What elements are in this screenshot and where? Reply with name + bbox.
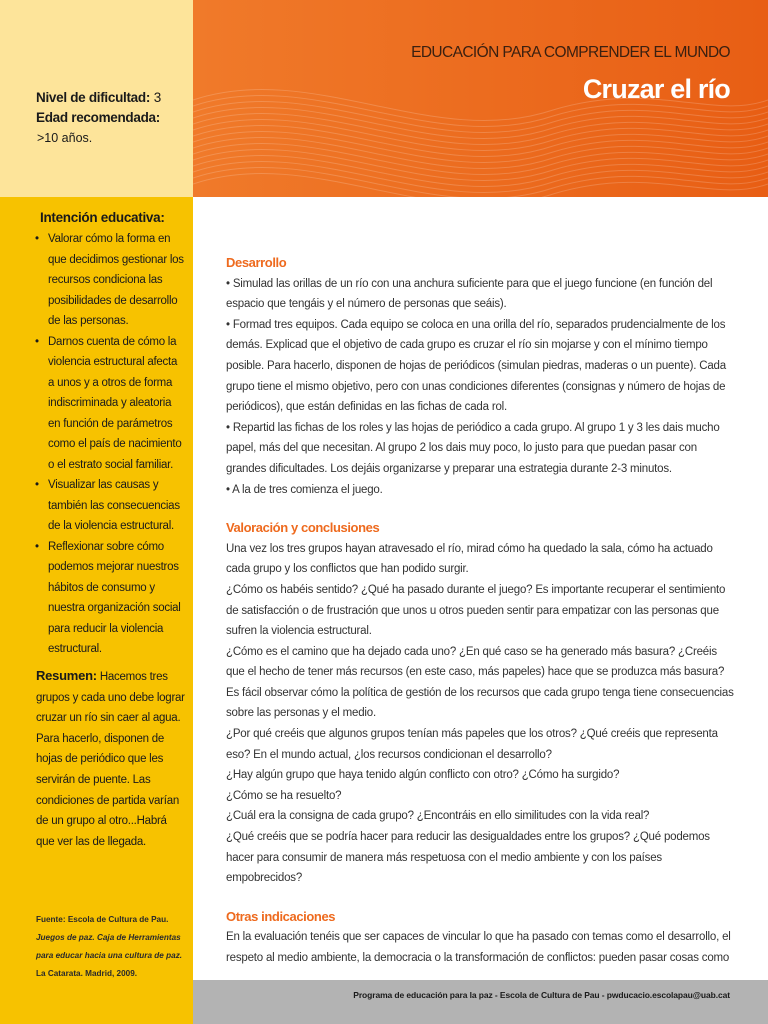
intent-title: Intención educativa: bbox=[40, 210, 165, 225]
page-header bbox=[193, 0, 768, 197]
page-footer bbox=[193, 980, 768, 1024]
main-content bbox=[226, 253, 736, 969]
source-prefix: Fuente: Escola de Cultura de Pau. bbox=[36, 915, 169, 924]
page-title: Cruzar el río bbox=[582, 74, 730, 104]
intent-list bbox=[30, 229, 186, 660]
paragraph: En la evaluación tenéis que ser capaces de vincular lo que ha pasado con temas como el desarrollo, el respeto al medio ambiente, la democracia o la transformación de conflictos: pueden pasar cosas como bbox=[226, 931, 731, 964]
section-valoracion bbox=[226, 518, 736, 889]
paragraph: ¿Qué creéis que se podría hacer para reducir las desigualdades entre los grupos? ¿Qué podemos hacer para consumir de manera más respetuosa con el medio ambiente y con los países empobrecidos? bbox=[226, 831, 710, 885]
paragraph: ¿Cómo es el camino que ha dejado cada uno? ¿En qué caso se ha generado más basura? ¿Creéis que el hecho de tener más recursos (en este caso, más papeles) hace que se produzca más basura? bbox=[226, 645, 725, 679]
list-item: • Visualizar las causas y también las consecuencias de la violencia estructural. bbox=[30, 475, 186, 537]
difficulty-value: 3 bbox=[153, 90, 162, 105]
paragraph: • Simulad las orillas de un río con una anchura suficiente para que el juego funcione (en función del espacio que tengáis y el número de personas que seáis). bbox=[226, 277, 713, 311]
paragraph: ¿Cómo se ha resuelto? bbox=[226, 789, 342, 802]
summary-text: Hacemos tres grupos y cada uno debe lograr cruzar un río sin caer al agua. Para hacerlo, disponen de hojas de periódico que les servirán de puente. Las condiciones de partida varían de un grupo al otro...Habrá que ver las de llegada. bbox=[36, 671, 185, 848]
paragraph: ¿Cómo os habéis sentido? ¿Qué ha pasado durante el juego? Es importante recuperar el sentimiento de satisfacción o de frustración que unos u otros pueden sentir para empatizar con las personas que sufren la violencia estructural. bbox=[226, 583, 726, 638]
paragraph: Una vez los tres grupos hayan atravesado el río, mirad cómo ha quedado la sala, cómo ha actuado cada grupo y los conflictos que han podido surgir. bbox=[226, 542, 713, 576]
list-item: • Reflexionar sobre cómo podemos mejorar nuestros hábitos de consumo y nuestra organización social para reducir la violencia estructural. bbox=[30, 537, 186, 660]
section-title: Desarrollo bbox=[226, 255, 287, 270]
difficulty-label: Nivel de dificultad: bbox=[36, 90, 151, 105]
list-item: • Valorar cómo la forma en que decidimos gestionar los recursos condiciona las posibilidades de desarrollo de las personas. bbox=[30, 229, 186, 332]
source-suffix: La Catarata. Madrid, 2009. bbox=[36, 969, 138, 978]
paragraph: • Formad tres equipos. Cada equipo se coloca en una orilla del río, separados prudencialmente de los demás. Explicad que el objetivo de cada grupo es cruzar el río sin mojarse y con el mínimo tiempo posible. Para hacerlo, disponen de hojas de periódicos (simulan piedras, maderas o un puente). Cada grupo tiene el mismo objetivo, pero con unas condiciones diferentes (consignas y número de hojas de periódicos), que están definidas en las fichas de cada rol. bbox=[226, 318, 726, 414]
educational-intent bbox=[30, 210, 186, 660]
section-title: Valoración y conclusiones bbox=[226, 520, 380, 536]
section-otras bbox=[226, 907, 736, 969]
age-value: >10 años. bbox=[37, 131, 93, 145]
activity-meta bbox=[36, 88, 186, 148]
paragraph: ¿Cuál era la consigna de cada grupo? ¿Encontráis en ello similitudes con la vida real? bbox=[226, 810, 650, 823]
footer-text: Programa de educación para la paz - Escola de Cultura de Pau - pwducacio.escolapau@uab.cat bbox=[353, 990, 730, 1000]
source-citation bbox=[36, 911, 188, 983]
series-title: EDUCACIÓN PARA COMPRENDER EL MUNDO bbox=[411, 44, 730, 61]
paragraph: ¿Hay algún grupo que haya tenido algún conflicto con otro? ¿Cómo ha surgido? bbox=[226, 769, 620, 782]
summary bbox=[36, 666, 186, 852]
source-title: Juegos de paz. Caja de Herramientas para educar hacia una cultura de paz. bbox=[36, 933, 183, 960]
age-label: Edad recomendada: bbox=[36, 110, 160, 125]
difficulty-row bbox=[36, 88, 186, 108]
section-desarrollo bbox=[226, 253, 736, 500]
section-title: Otras indicaciones bbox=[226, 908, 336, 924]
summary-label: Resumen: bbox=[36, 668, 97, 683]
paragraph: ¿Por qué creéis que algunos grupos tenían más papeles que los otros? ¿Qué creéis que representa eso? En el mundo actual, ¿los recursos condicionan el desarrollo? bbox=[226, 728, 718, 761]
paragraph: Es fácil observar cómo la política de gestión de los recursos que cada grupo tenga tiene consecuencias sobre las personas y el medio. bbox=[226, 686, 734, 720]
paragraph: • A la de tres comienza el juego. bbox=[226, 483, 383, 496]
paragraph: • Repartid las fichas de los roles y las hojas de periódico a cada grupo. Al grupo 1 y 3 les dais mucho papel, más del que necesitan. Al grupo 2 los dais muy poco, lo justo para que puedan pasar con grandes dificultades. Los dejáis organizarse y preparar una estrategia durante 2-3 minutos. bbox=[226, 421, 720, 475]
list-item: • Darnos cuenta de cómo la violencia estructural afecta a unos y a otros de forma indiscriminada y aleatoria en función de parámetros como el país de nacimiento o el estrato social familiar. bbox=[30, 332, 186, 476]
